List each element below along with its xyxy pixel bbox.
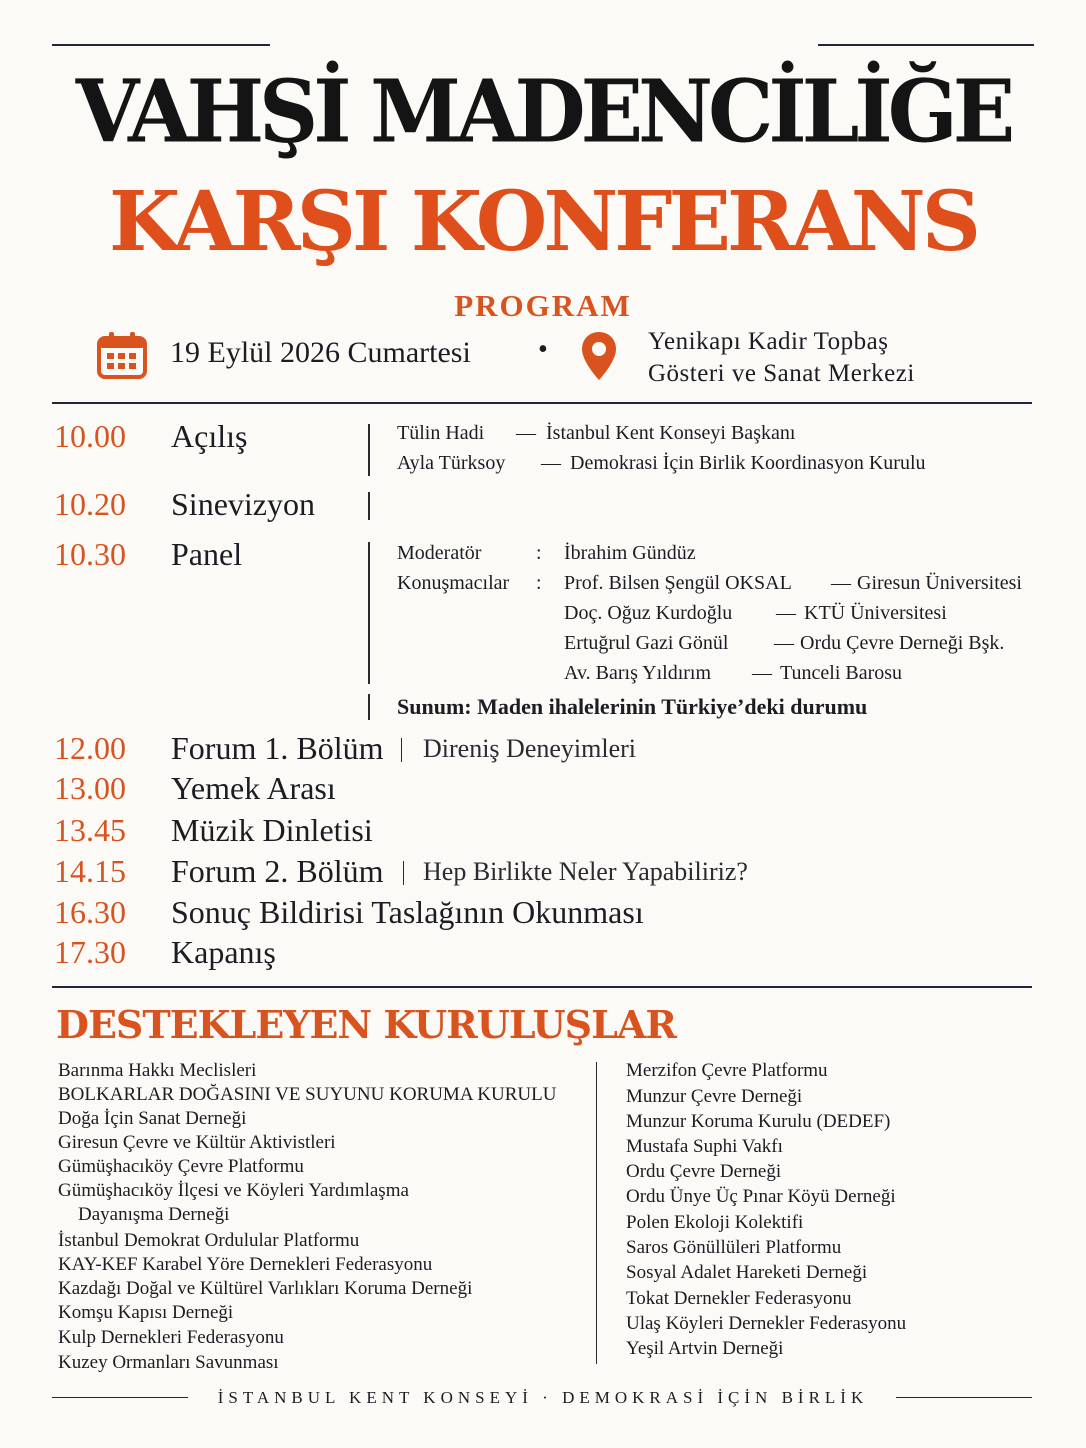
supporter-right: Mustafa Suphi Vakfı [626, 1136, 783, 1157]
speaker-name: Ayla Türksoy [397, 452, 506, 474]
supporter-left: Gümüşhacıköy İlçesi ve Köyleri Yardımlaşma [58, 1180, 409, 1201]
event-panel: Panel [171, 536, 243, 572]
speakers-colon: : [536, 572, 542, 594]
panelist-dash: — [752, 662, 772, 684]
event-opening: Açılış [171, 418, 248, 454]
supporter-right: Yeşil Artvin Derneği [626, 1338, 784, 1359]
divider-presentation [368, 694, 370, 720]
supporter-right: Munzur Çevre Derneği [626, 1086, 803, 1107]
divider-panel [368, 542, 370, 684]
supporter-right: Munzur Koruma Kurulu (DEDEF) [626, 1111, 891, 1132]
panelist-org: Giresun Üniversitesi [857, 572, 1022, 594]
panelist-org: Ordu Çevre Derneği Bşk. [800, 632, 1005, 654]
supporter-left: Kazdağı Doğal ve Kültürel Varlıkları Koruma Derneği [58, 1278, 473, 1299]
venue [648, 326, 915, 390]
supporter-right: Merzifon Çevre Platformu [626, 1060, 828, 1081]
top-rule-right [818, 44, 1034, 46]
supporter-right: Ulaş Köyleri Dernekler Federasyonu [626, 1313, 907, 1334]
supporter-right: Saros Gönüllüleri Platformu [626, 1237, 842, 1258]
supporter-right: Ordu Çevre Derneği [626, 1161, 782, 1182]
event-forum-1: Forum 1. Bölüm [171, 730, 384, 766]
program-label: PROGRAM [454, 288, 632, 323]
supporter-left: Komşu Kapısı Derneği [58, 1302, 234, 1323]
event-date: 19 Eylül 2026 Cumartesi [170, 336, 471, 369]
divider-forum-2 [403, 861, 404, 885]
time-opening: 10.00 [54, 418, 126, 454]
supporters-heading: DESTEKLEYEN KURULUŞLAR [56, 1002, 676, 1047]
panelist-org: Tunceli Barosu [780, 662, 903, 684]
supporters-column-divider [596, 1062, 597, 1364]
supporter-left: KAY-KEF Karabel Yöre Dernekleri Federasyonu [58, 1254, 433, 1275]
supporter-left: Barınma Hakkı Meclisleri [58, 1060, 257, 1081]
supporter-left: BOLKARLAR DOĞASINI VE SUYUNU KORUMA KURULU [58, 1084, 557, 1105]
event-screening: Sinevizyon [171, 486, 315, 522]
speaker-dash: — [541, 452, 561, 474]
panelist-dash: — [831, 572, 851, 594]
separator-dot: • [538, 334, 548, 365]
footer-text: İSTANBUL KENT KONSEYİ · DEMOKRASİ İÇİN BİRLİK [217, 1388, 869, 1407]
supporter-left: Giresun Çevre ve Kültür Aktivistleri [58, 1132, 336, 1153]
time-declaration: 16.30 [54, 894, 126, 930]
supporter-left: İstanbul Demokrat Ordulular Platformu [58, 1230, 360, 1251]
supporter-right: Ordu Ünye Üç Pınar Köyü Derneği [626, 1186, 896, 1207]
panelist-name: Ertuğrul Gazi Gönül [564, 632, 729, 654]
speakers-label: Konuşmacılar [397, 572, 510, 594]
time-panel: 10.30 [54, 536, 126, 572]
title-line-2: KARŞI KONFERANS [109, 174, 977, 270]
divider-screening [368, 492, 370, 520]
time-screening: 10.20 [54, 486, 126, 522]
speaker-dash: — [516, 422, 536, 444]
presentation-title: Sunum: Maden ihalelerinin Türkiye’deki durumu [397, 694, 868, 719]
event-declaration: Sonuç Bildirisi Taslağının Okunması [171, 894, 644, 930]
top-rule-left [52, 44, 270, 46]
map-pin-icon [580, 330, 618, 382]
moderator-name: İbrahim Gündüz [564, 542, 696, 564]
panelist-dash: — [776, 602, 796, 624]
panelist-name: Prof. Bilsen Şengül OKSAL [564, 572, 792, 594]
panelist-name: Av. Barış Yıldırım [564, 662, 712, 684]
time-music: 13.45 [54, 812, 126, 848]
event-music: Müzik Dinletisi [171, 812, 373, 848]
divider-opening [368, 424, 370, 476]
supporter-left: Kuzey Ormanları Savunması [58, 1352, 279, 1373]
venue-line-1: Yenikapı Kadir Topbaş [648, 328, 889, 355]
supporter-left: Kulp Dernekleri Federasyonu [58, 1327, 284, 1348]
time-closing: 17.30 [54, 934, 126, 970]
speaker-role: Demokrasi İçin Birlik Koordinasyon Kurulu [570, 452, 926, 474]
moderator-label: Moderatör [397, 542, 482, 564]
supporter-left: Dayanışma Derneği [78, 1204, 230, 1225]
panelist-name: Doç. Oğuz Kurdoğlu [564, 602, 733, 624]
calendar-icon [96, 330, 148, 380]
forum-2-subtitle: Hep Birlikte Neler Yapabiliriz? [423, 857, 748, 886]
event-forum-2: Forum 2. Bölüm [171, 853, 384, 889]
title-line-1: VAHŞİ MADENCİLİĞE [75, 61, 1011, 163]
supporter-left: Gümüşhacıköy Çevre Platformu [58, 1156, 304, 1177]
supporter-left: Doğa İçin Sanat Derneği [58, 1108, 247, 1129]
time-forum-2: 14.15 [54, 853, 126, 889]
supporter-right: Tokat Dernekler Federasyonu [626, 1288, 852, 1309]
forum-1-subtitle: Direniş Deneyimleri [423, 734, 636, 763]
time-lunch: 13.00 [54, 770, 126, 806]
program-bottom-rule [52, 986, 1032, 988]
supporter-right: Sosyal Adalet Hareketi Derneği [626, 1262, 868, 1283]
speaker-name: Tülin Hadi [397, 422, 485, 444]
venue-line-2: Gösteri ve Sanat Merkezi [648, 360, 915, 387]
supporter-right: Polen Ekoloji Kolektifi [626, 1212, 804, 1233]
program-top-rule [52, 402, 1032, 404]
panelist-org: KTÜ Üniversitesi [804, 602, 947, 624]
divider-forum-1 [401, 738, 402, 762]
panelist-dash: — [774, 632, 794, 654]
moderator-colon: : [536, 542, 542, 564]
speaker-role: İstanbul Kent Konseyi Başkanı [546, 422, 796, 444]
event-lunch: Yemek Arası [171, 770, 336, 806]
event-closing: Kapanış [171, 934, 276, 970]
time-forum-1: 12.00 [54, 730, 126, 766]
